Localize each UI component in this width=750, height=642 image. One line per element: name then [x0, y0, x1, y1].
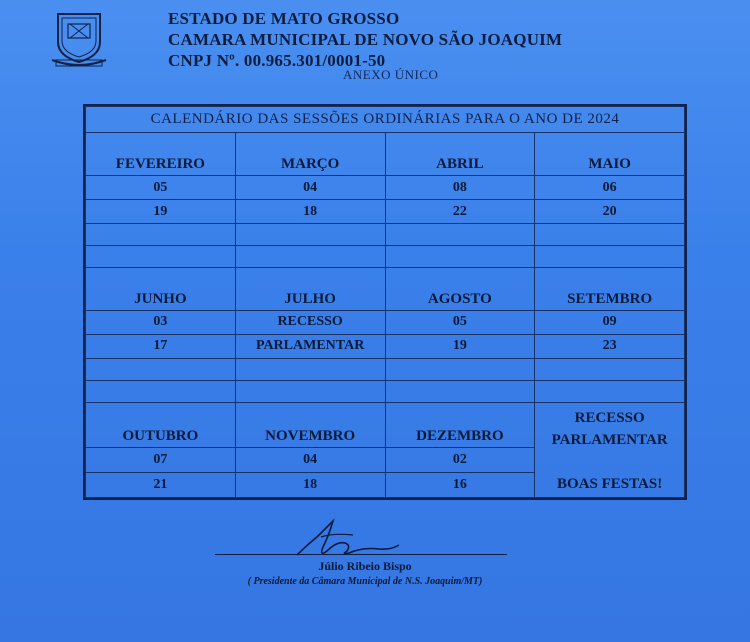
- date-cell: 19: [86, 200, 236, 224]
- empty-cell: [535, 380, 685, 402]
- date-cell: 04: [235, 175, 385, 199]
- recess-cell: RECESSO: [235, 310, 385, 334]
- empty-cell: [535, 246, 685, 268]
- date-cell: 09: [535, 310, 685, 334]
- empty-cell: [86, 224, 236, 246]
- date-cell: 03: [86, 310, 236, 334]
- empty-cell: [86, 380, 236, 402]
- date-cell: 21: [86, 472, 236, 497]
- annex-label: ANEXO ÚNICO: [343, 67, 439, 82]
- date-cell: 16: [385, 472, 535, 497]
- signature-block: [205, 515, 525, 605]
- december-recess-cell: [535, 402, 685, 497]
- empty-cell: [535, 224, 685, 246]
- empty-cell: [535, 358, 685, 380]
- recess-cell: PARLAMENTAR: [235, 334, 385, 358]
- recess-label: RECESSO: [574, 410, 645, 426]
- signature-line: [215, 554, 507, 555]
- month-maio: MAIO: [535, 133, 685, 176]
- empty-cell: [385, 246, 535, 268]
- month-marco: MARÇO: [235, 133, 385, 176]
- month-novembro: NOVEMBRO: [235, 402, 385, 447]
- handwritten-signature: [293, 515, 403, 563]
- date-cell: 05: [86, 175, 236, 199]
- session-calendar-table: [83, 104, 687, 500]
- municipal-crest-logo: [50, 8, 108, 68]
- empty-cell: [385, 224, 535, 246]
- date-cell: 08: [385, 175, 535, 199]
- empty-cell: [385, 358, 535, 380]
- empty-cell: [235, 358, 385, 380]
- empty-cell: [86, 358, 236, 380]
- month-abril: ABRIL: [385, 133, 535, 176]
- date-cell: 04: [235, 447, 385, 472]
- date-cell: 17: [86, 334, 236, 358]
- date-cell: 18: [235, 200, 385, 224]
- date-cell: 18: [235, 472, 385, 497]
- date-cell: 20: [535, 200, 685, 224]
- signatory-role: ( Presidente da Câmara Municipal de N.S. Joaquim/MT): [247, 576, 483, 587]
- header-cnpj: CNPJ Nº. 00.965.301/0001-50: [168, 51, 386, 70]
- recess-label: PARLAMENTAR: [551, 432, 668, 448]
- header-state: ESTADO DE MATO GROSSO: [168, 9, 400, 28]
- date-cell: 23: [535, 334, 685, 358]
- empty-cell: [235, 380, 385, 402]
- month-setembro: SETEMBRO: [535, 267, 685, 310]
- empty-cell: [235, 246, 385, 268]
- date-cell: 02: [385, 447, 535, 472]
- table-title: CALENDÁRIO DAS SESSÕES ORDINÁRIAS PARA O ANO DE 2024: [86, 107, 685, 133]
- month-julho: JULHO: [235, 267, 385, 310]
- month-dezembro: DEZEMBRO: [385, 402, 535, 447]
- date-cell: 19: [385, 334, 535, 358]
- document-header: [168, 8, 562, 71]
- month-outubro: OUTUBRO: [86, 402, 236, 447]
- month-fevereiro: FEVEREIRO: [86, 133, 236, 176]
- signatory-name: Júlio Ribeio Bispo: [318, 559, 412, 573]
- date-cell: 07: [86, 447, 236, 472]
- empty-cell: [86, 246, 236, 268]
- empty-cell: [235, 224, 385, 246]
- month-agosto: AGOSTO: [385, 267, 535, 310]
- date-cell: 22: [385, 200, 535, 224]
- date-cell: 05: [385, 310, 535, 334]
- date-cell: 06: [535, 175, 685, 199]
- boas-festas-label: BOAS FESTAS!: [557, 476, 663, 492]
- empty-cell: [385, 380, 535, 402]
- month-junho: JUNHO: [86, 267, 236, 310]
- header-chamber: CAMARA MUNICIPAL DE NOVO SÃO JOAQUIM: [168, 30, 563, 49]
